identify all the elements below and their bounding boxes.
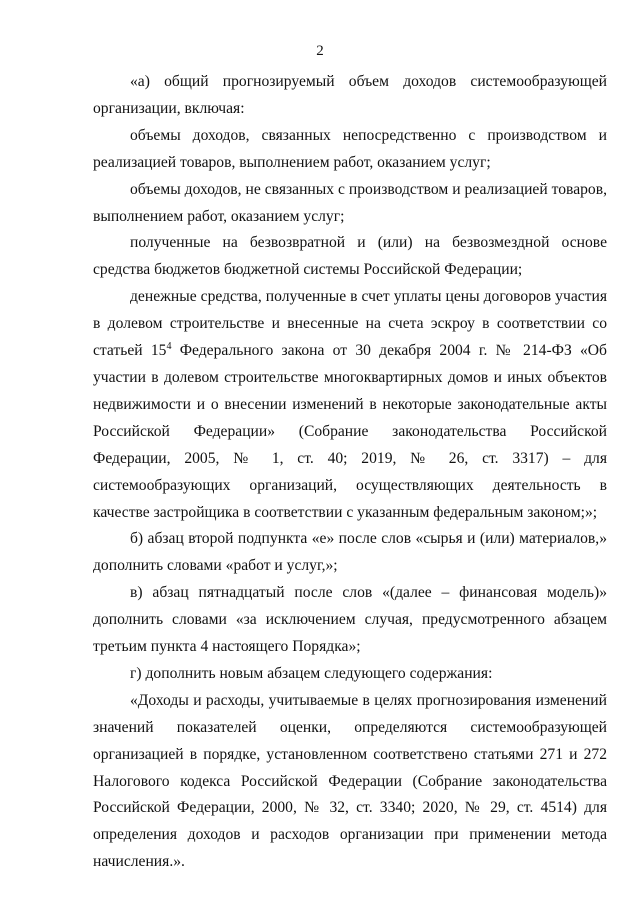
paragraph-escrow-after: Федерального закона от 30 декабря 2004 г. № 214-ФЗ «Об участии в долевом строительстве многоквартирных домов и иных объектов недвижимости и о внесении изменений в некоторые законодательные акты Российской Федерации» (Собрание законодательства Российской Федерации, 2005, № 1, ст. 40; 2019, № 26, ст. 3317) – для системообразующих организаций, осуществляющих деятельность в качестве застройщика в соответствии с указанным федеральным законом;»; xyxy=(93,342,607,521)
article-superscript: 4 xyxy=(166,340,172,352)
paragraph-income-expenses: «Доходы и расходы, учитываемые в целях прогнозирования изменений значений показателей оценки, определяются системообразующей организацией в порядке, установленном соответствено статьями 271 и 272 Налогового кодекса Российской Федерации (Собрание законодательства Российской Федерации, 2000, № 32, ст. 3340; 2020, № 29, ст. 4514) для определения доходов и расходов организации при применении метода начисления.». xyxy=(93,691,607,871)
document-body xyxy=(93,69,607,876)
paragraph-v: в) абзац пятнадцатый после слов «(далее – финансовая модель)» дополнить словами «за исключением случая, предусмотренного абзацем третьим пункта 4 настоящего Порядка»; xyxy=(93,584,607,656)
paragraph-budget-funds: полученные на безвозвратной и (или) на безвозмездной основе средства бюджетов бюджетной системы Российской Федерации; xyxy=(93,234,607,279)
paragraph-a: «а) общий прогнозируемый объем доходов системообразующей организации, включая: xyxy=(93,73,607,117)
page-number: 2 xyxy=(316,43,324,59)
paragraph-b: б) абзац второй подпункта «е» после слов «сырья и (или) материалов,» дополнить словами «работ и услуг,»; xyxy=(93,530,607,575)
paragraph-g: г) дополнить новым абзацем следующего содержания: xyxy=(130,664,493,682)
paragraph-escrow-before: денежные средства, полученные в счет уплаты цены договоров участия в долевом строительстве и внесенные на счета эскроу в соответствии со статьей 15 xyxy=(93,288,607,360)
paragraph-escrow xyxy=(93,284,607,526)
paragraph-income-unrelated: объемы доходов, не связанных с производством и реализацией товаров, выполнением работ, оказанием услуг; xyxy=(93,180,607,225)
paragraph-income-related: объемы доходов, связанных непосредственно с производством и реализацией товаров, выполнением работ, оказанием услуг; xyxy=(93,126,607,171)
